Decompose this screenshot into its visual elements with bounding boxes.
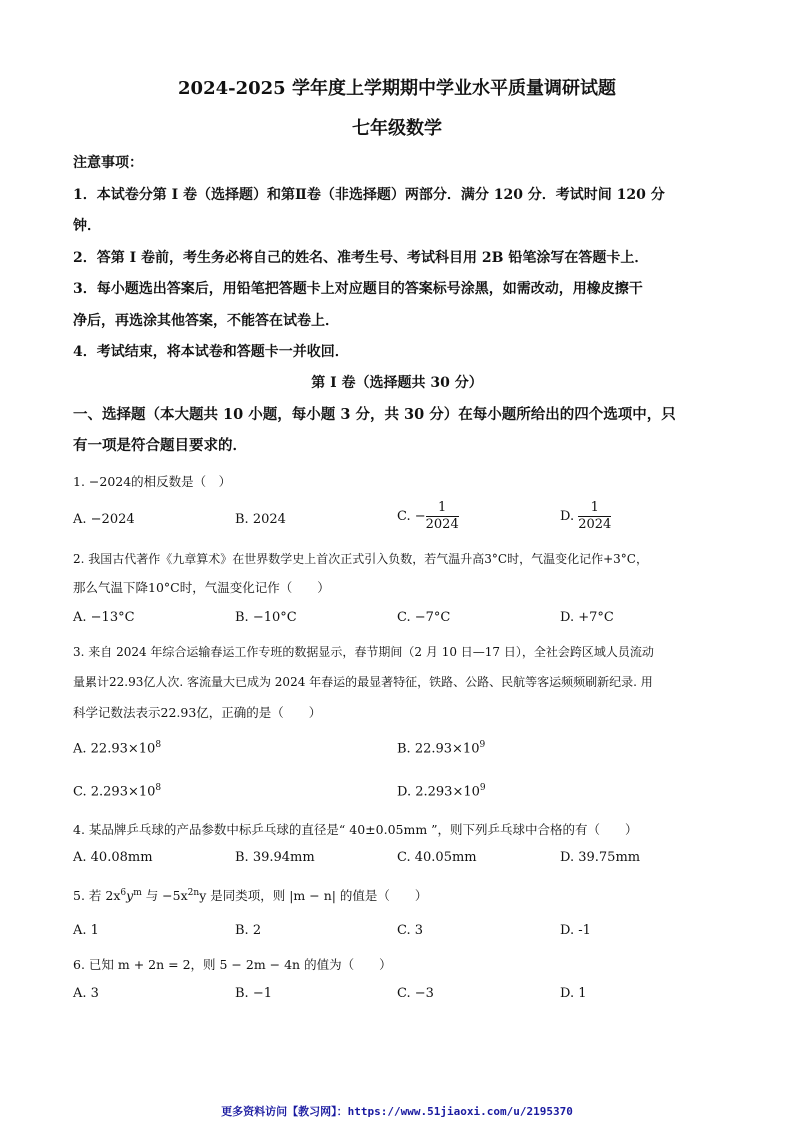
fraction xyxy=(426,500,459,533)
question-3-stem: 量累计22.93亿人次. 客流量大已成为 2024 年春运的最显著特征，铁路、公路、民航等客运频频刷新纪录. 用 xyxy=(73,675,653,689)
fraction-denominator: 2024 xyxy=(425,517,459,532)
option-text: A. 22.93×10 xyxy=(73,741,156,757)
option-text: B. 22.93×10 xyxy=(397,741,480,757)
q1-option-c xyxy=(397,500,459,533)
footer-resource-link[interactable]: 更多资料访问【教习网】：https://www.51jiaoxi.com/u/2195370 xyxy=(221,1105,573,1118)
stem-text: 与 −5x xyxy=(141,888,188,903)
q4-option-a: A. 40.08mm xyxy=(73,850,153,865)
q4-option-d: D. 39.75mm xyxy=(560,850,641,865)
notice-heading: 注意事项： xyxy=(73,155,143,171)
fraction-numerator: 1 xyxy=(426,500,459,517)
exam-title: 2024-2025 学年度上学期期中学业水平质量调研试题 xyxy=(178,78,616,99)
section-title: 第 I 卷（选择题共 30 分） xyxy=(311,375,483,391)
exponent: 8 xyxy=(155,740,162,750)
notice-item: 钟． xyxy=(73,218,101,234)
q3-option-b xyxy=(397,740,485,756)
question-4-stem: 4. 某品牌乒乓球的产品参数中标乒乓球的直径是“ 40±0.05mm ”，则下列乒乓球中合格的有（ ） xyxy=(73,822,638,837)
fraction-numerator: 1 xyxy=(578,500,611,517)
question-1-stem: 1. −2024的相反数是（ ） xyxy=(73,474,232,489)
section-instruction: 一、选择题（本大题共 10 小题，每小题 3 分，共 30 分）在每小题所给出的四个选项中，只 xyxy=(73,406,676,423)
q1-option-d-prefix: D. xyxy=(560,509,579,524)
q5-option-c: C. 3 xyxy=(397,923,424,938)
q5-option-a: A. 1 xyxy=(73,923,99,938)
notice-item: 2．答第 I 卷前，考生务必将自己的姓名、准考生号、考试科目用 2B 铅笔涂写在答题卡上． xyxy=(73,250,649,266)
exponent: 6 xyxy=(120,887,127,898)
q6-option-c: C. −3 xyxy=(397,986,434,1001)
question-5-stem xyxy=(73,886,427,904)
variable: y xyxy=(126,888,134,903)
q5-option-d: D. -1 xyxy=(560,923,591,938)
q3-option-a xyxy=(73,740,161,756)
notice-item: 1．本试卷分第 I 卷（选择题）和第Ⅱ卷（非选择题）两部分．满分 120 分．考试时间 120 分 xyxy=(73,187,665,203)
q3-option-c xyxy=(73,783,161,799)
question-2-stem: 那么气温下降10°C时，气温变化记作（ ） xyxy=(73,580,330,595)
exponent: 9 xyxy=(479,783,486,793)
q1-option-b: B. 2024 xyxy=(235,512,286,527)
fraction-denominator: 2024 xyxy=(578,517,612,532)
q6-option-b: B. −1 xyxy=(235,986,272,1001)
exponent: 2n xyxy=(187,887,200,898)
section-instruction: 有一项是符合题目要求的． xyxy=(73,437,247,454)
stem-text: 5. 若 2x xyxy=(73,888,121,903)
notice-item: 3．每小题选出答案后，用铅笔把答题卡上对应题目的答案标号涂黑，如需改动，用橡皮擦干 xyxy=(73,281,643,297)
exponent: m xyxy=(133,887,142,898)
q1-option-d xyxy=(560,500,611,533)
option-text: D. 2.293×10 xyxy=(397,784,480,800)
q4-option-c: C. 40.05mm xyxy=(397,850,477,865)
q2-option-d: D. +7°C xyxy=(560,610,614,625)
question-6-stem: 6. 已知 m + 2n = 2，则 5 − 2m − 4n 的值为（ ） xyxy=(73,957,392,972)
q6-option-a: A. 3 xyxy=(73,986,99,1001)
question-2-stem: 2. 我国古代著作《九章算术》在世界数学史上首次正式引入负数，若气温升高3°C时，气温变化记作+3°C， xyxy=(73,552,648,566)
q2-option-c: C. −7°C xyxy=(397,610,451,625)
notice-item: 4．考试结束，将本试卷和答题卡一并收回． xyxy=(73,344,349,360)
fraction xyxy=(578,500,611,533)
q1-option-a: A. −2024 xyxy=(73,512,135,527)
exam-subtitle: 七年级数学 xyxy=(352,118,442,139)
q4-option-b: B. 39.94mm xyxy=(235,850,315,865)
q6-option-d: D. 1 xyxy=(560,986,587,1001)
question-3-stem: 3. 来自 2024 年综合运输春运工作专班的数据显示，春节期间（2 月 10 日—17 日），全社会跨区域人员流动 xyxy=(73,645,654,659)
question-3-stem: 科学记数法表示22.93亿，正确的是（ ） xyxy=(73,705,322,720)
stem-text: y 是同类项，则 |m − n| 的值是（ ） xyxy=(199,888,428,903)
q3-option-d xyxy=(397,783,486,799)
q5-option-b: B. 2 xyxy=(235,923,262,938)
q1-option-c-prefix: C. − xyxy=(397,509,426,524)
notice-item: 净后，再选涂其他答案，不能答在试卷上． xyxy=(73,313,339,329)
q2-option-b: B. −10°C xyxy=(235,610,297,625)
option-text: C. 2.293×10 xyxy=(73,784,156,800)
q2-option-a: A. −13°C xyxy=(73,610,135,625)
exponent: 9 xyxy=(479,740,486,750)
exponent: 8 xyxy=(155,783,162,793)
